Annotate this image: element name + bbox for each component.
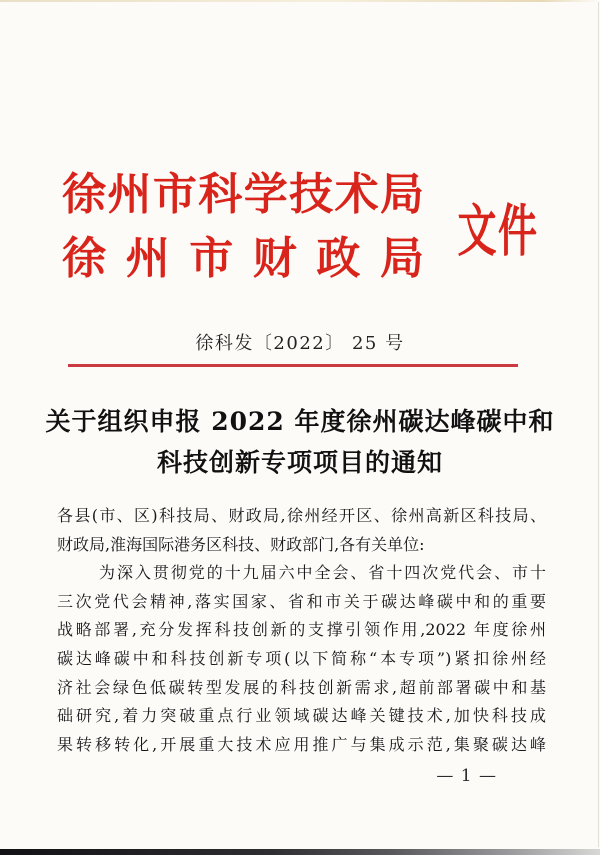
page-number: — 1 — [436, 766, 497, 786]
scan-right-edge [598, 2, 599, 847]
red-letterhead [62, 163, 550, 291]
document-number: 徐科发〔2022〕 25 号 [195, 333, 405, 354]
body-text [57, 502, 546, 759]
body-line-6: 础研究,着力突破重点行业领域碳达峰关键技术,加快科技成 [57, 706, 546, 726]
red-divider-line [68, 364, 518, 367]
document-mark-label: 文件 [457, 197, 539, 264]
recipients-line-1: 各县(市、区)科技局、财政局,徐州经开区、徐州高新区科技局、 [57, 506, 546, 525]
scan-bottom-edge [0, 849, 600, 855]
recipients-line-2: 财政局,淮海国际港务区科技、财政部门,各有关单位: [57, 534, 425, 554]
body-line-2: 三次党代会精神,落实国家、省和市关于碳达峰碳中和的重要 [57, 591, 546, 611]
scan-top-edge [0, 0, 600, 2]
body-line-4: 碳达峰碳中和科技创新专项(以下简称“本专项”)紧扣徐州经 [57, 648, 546, 668]
body-line-5: 济社会绿色低碳转型发展的科技创新需求,超前部署碳中和基 [57, 677, 546, 697]
document-title-line-2: 科技创新专项项目的通知 [156, 448, 443, 477]
document-title [30, 401, 570, 483]
agency-name-science-bureau: 徐州市科学技术局 [62, 169, 424, 220]
agency-name-finance-bureau: 徐州市财政局 [62, 233, 424, 284]
document-title-line-1: 关于组织申报 2022 年度徐州碳达峰碳中和 [45, 407, 555, 436]
body-line-3: 战略部署,充分发挥科技创新的支撑引领作用,2022 年度徐州 [57, 620, 546, 640]
body-line-7: 果转移转化,开展重大技术应用推广与集成示范,集聚碳达峰 [57, 734, 546, 754]
agency-names [62, 163, 424, 291]
body-line-1: 为深入贯彻党的十九届六中全会、省十四次党代会、市十 [99, 563, 546, 583]
